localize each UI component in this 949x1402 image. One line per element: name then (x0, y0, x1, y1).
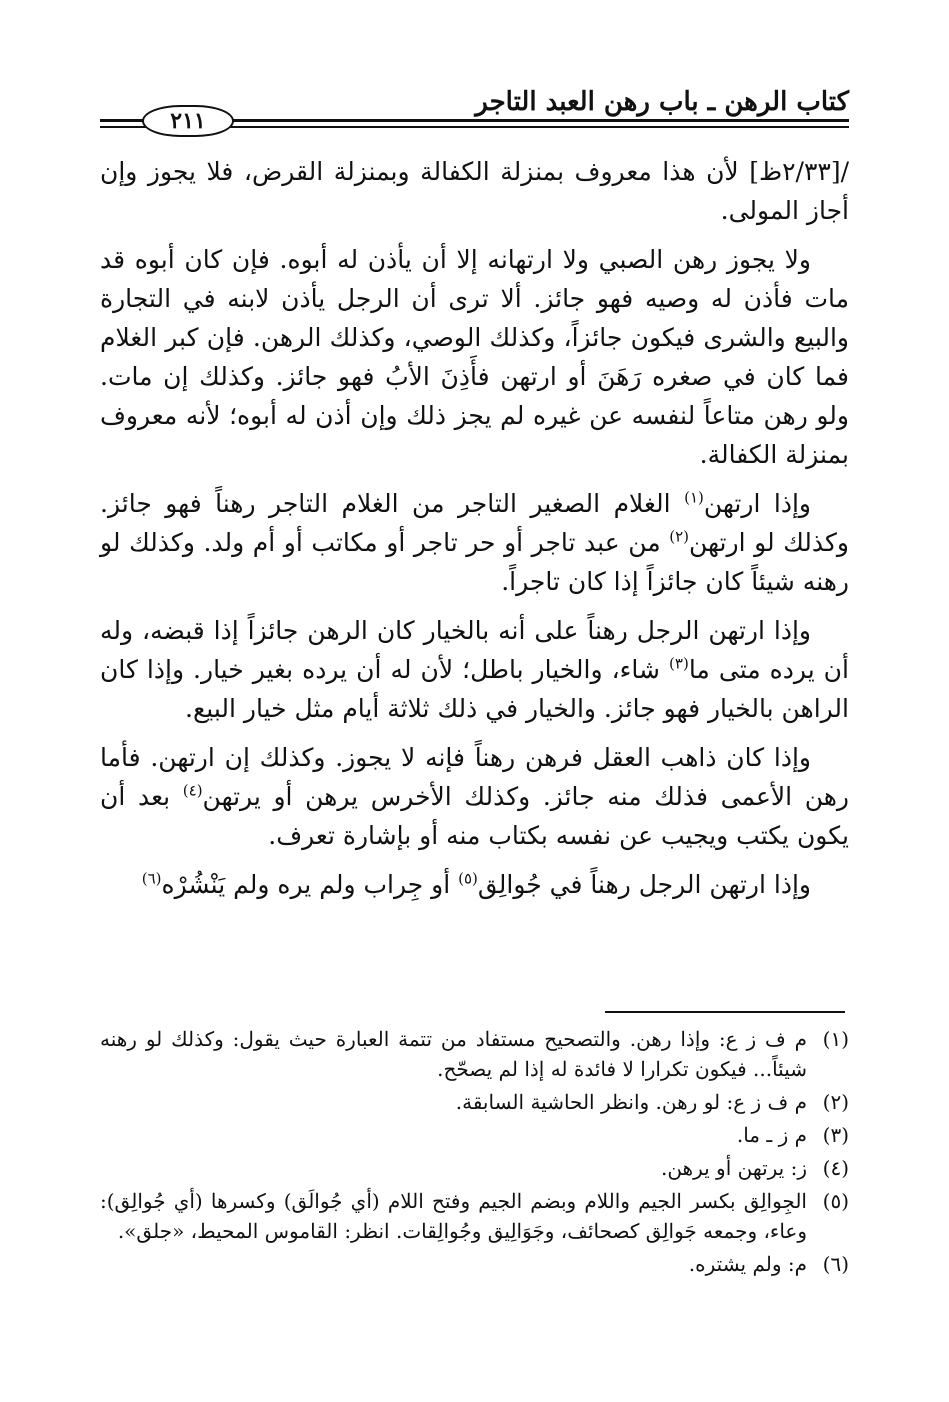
paragraph-text: وإذا كان ذاهب العقل فرهن رهناً فإنه لا يجوز. وكذلك إن ارتهن. فأما رهن الأعمى فذلك منه جائز. وكذلك الأخرس يرهن أو يرتهن (100, 743, 850, 811)
footnote-number: (٦) (822, 1252, 849, 1276)
paragraph (100, 240, 849, 474)
paragraph-text: أو جِراب ولم يره ولم يَنْشُرْه (161, 870, 459, 899)
footnote-text: الجِوالِق بكسر الجيم واللام وبضم الجيم وفتح اللام (أي جُوالَق) وكسرها (أي جُوالِق): وعاء، وجمعه جَوالِق كصحائف، وجَوَالِيق وجُوالِقات. انظر: القاموس المحيط، «جلق». (100, 1189, 807, 1243)
paragraph-text: شاء، والخيار باطل؛ لأن له أن يرده بغير خيار. وإذا كان الراهن بالخيار فهو جائز. والخيار في ذلك ثلاثة أيام مثل خيار البيع. (100, 655, 849, 723)
footnote-ref: (٤) (182, 781, 203, 800)
main-text (100, 152, 849, 914)
paragraph (100, 611, 849, 728)
footnote-number: (٣) (822, 1123, 849, 1147)
paragraph-text: وإذا ارتهن الرجل رهناً في جُوالِق (477, 870, 811, 899)
footnote-number: (٤) (822, 1156, 849, 1180)
footnote-number: (٥) (822, 1189, 849, 1213)
footnote (100, 1024, 849, 1084)
footnote (100, 1249, 849, 1279)
footnote-number: (١) (822, 1027, 849, 1051)
footnote-ref: (٦) (141, 869, 162, 888)
footnote-ref: (٢) (669, 527, 689, 546)
footnote (100, 1153, 849, 1183)
footnote-text: م: ولم يشتره. (688, 1252, 807, 1276)
footnote (100, 1186, 849, 1246)
footnote-number: (٢) (822, 1090, 849, 1114)
footnote-ref: (١) (684, 488, 704, 507)
paragraph-text: بعد أن يكون يكتب ويجيب عن نفسه بكتاب منه أو بإشارة تعرف. (100, 782, 849, 850)
paragraph (100, 484, 849, 601)
paragraph-text: وإذا ارتهن الرجل رهناً على أنه بالخيار كان الرهن جائزاً إذا قبضه، وله أن يرده متى ما (100, 616, 849, 684)
paragraph-text: /[٢/٣٣ظ] لأن هذا معروف بمنزلة الكفالة وبمنزلة القرض، فلا يجوز وإن أجاز المولى. (100, 157, 849, 225)
footnote-text: م ف ز ع: لو رهن. وانظر الحاشية السابقة. (455, 1090, 807, 1114)
running-title: كتاب الرهن ـ باب رهن العبد التاجر (475, 87, 849, 117)
paragraph-text: الغلام الصغير التاجر من الغلام التاجر رهناً فهو جائز. وكذلك لو ارتهن (100, 489, 849, 557)
footnote-ref: (٣) (669, 654, 689, 673)
footnote (100, 1087, 849, 1117)
footnote-text: م ف ز ع: وإذا رهن. والتصحيح مستفاد من تتمة العبارة حيث يقول: وكذلك لو رهنه شيئاً... فيكون تكرارا لا فائدة له إذا لم يصحّح. (100, 1027, 807, 1081)
paragraph (100, 865, 849, 904)
footnote-ref: (٥) (458, 869, 478, 888)
footnote-text: ز: يرتهن أو يرهن. (660, 1156, 807, 1180)
footnote (100, 1120, 849, 1150)
paragraph (100, 152, 849, 230)
footnote-separator (605, 1011, 845, 1013)
paragraph (100, 738, 849, 855)
footnote-text: م ز ـ ما. (736, 1123, 807, 1147)
paragraph-text: ولا يجوز رهن الصبي ولا ارتهانه إلا أن يأذن له أبوه. فإن كان أبوه قد مات فأذن له وصيه فهو جائز. ألا ترى أن الرجل يأذن لابنه في التجارة والبيع والشرى فيكون جائزاً، وكذلك الوصي، وكذلك الرهن. فإن كبر الغلام فما كان في صغره رَهَنَ أو ارتهن فأَذِنَ الأبُ فهو جائز. وكذلك إن مات. ولو رهن متاعاً لنفسه عن غيره لم يجز ذلك وإن أذن له أبوه؛ لأنه معروف بمنزلة الكفالة. (100, 245, 849, 469)
page-number: ٢١١ (170, 108, 206, 134)
footnotes (100, 1024, 849, 1282)
page-number-badge (142, 105, 234, 137)
paragraph-text: وإذا ارتهن (703, 489, 811, 518)
paragraph-text: من عبد تاجر أو حر تاجر أو مكاتب أو أم ولد. وكذلك لو رهنه شيئاً كان جائزاً إذا كان تاجراً. (100, 528, 849, 596)
